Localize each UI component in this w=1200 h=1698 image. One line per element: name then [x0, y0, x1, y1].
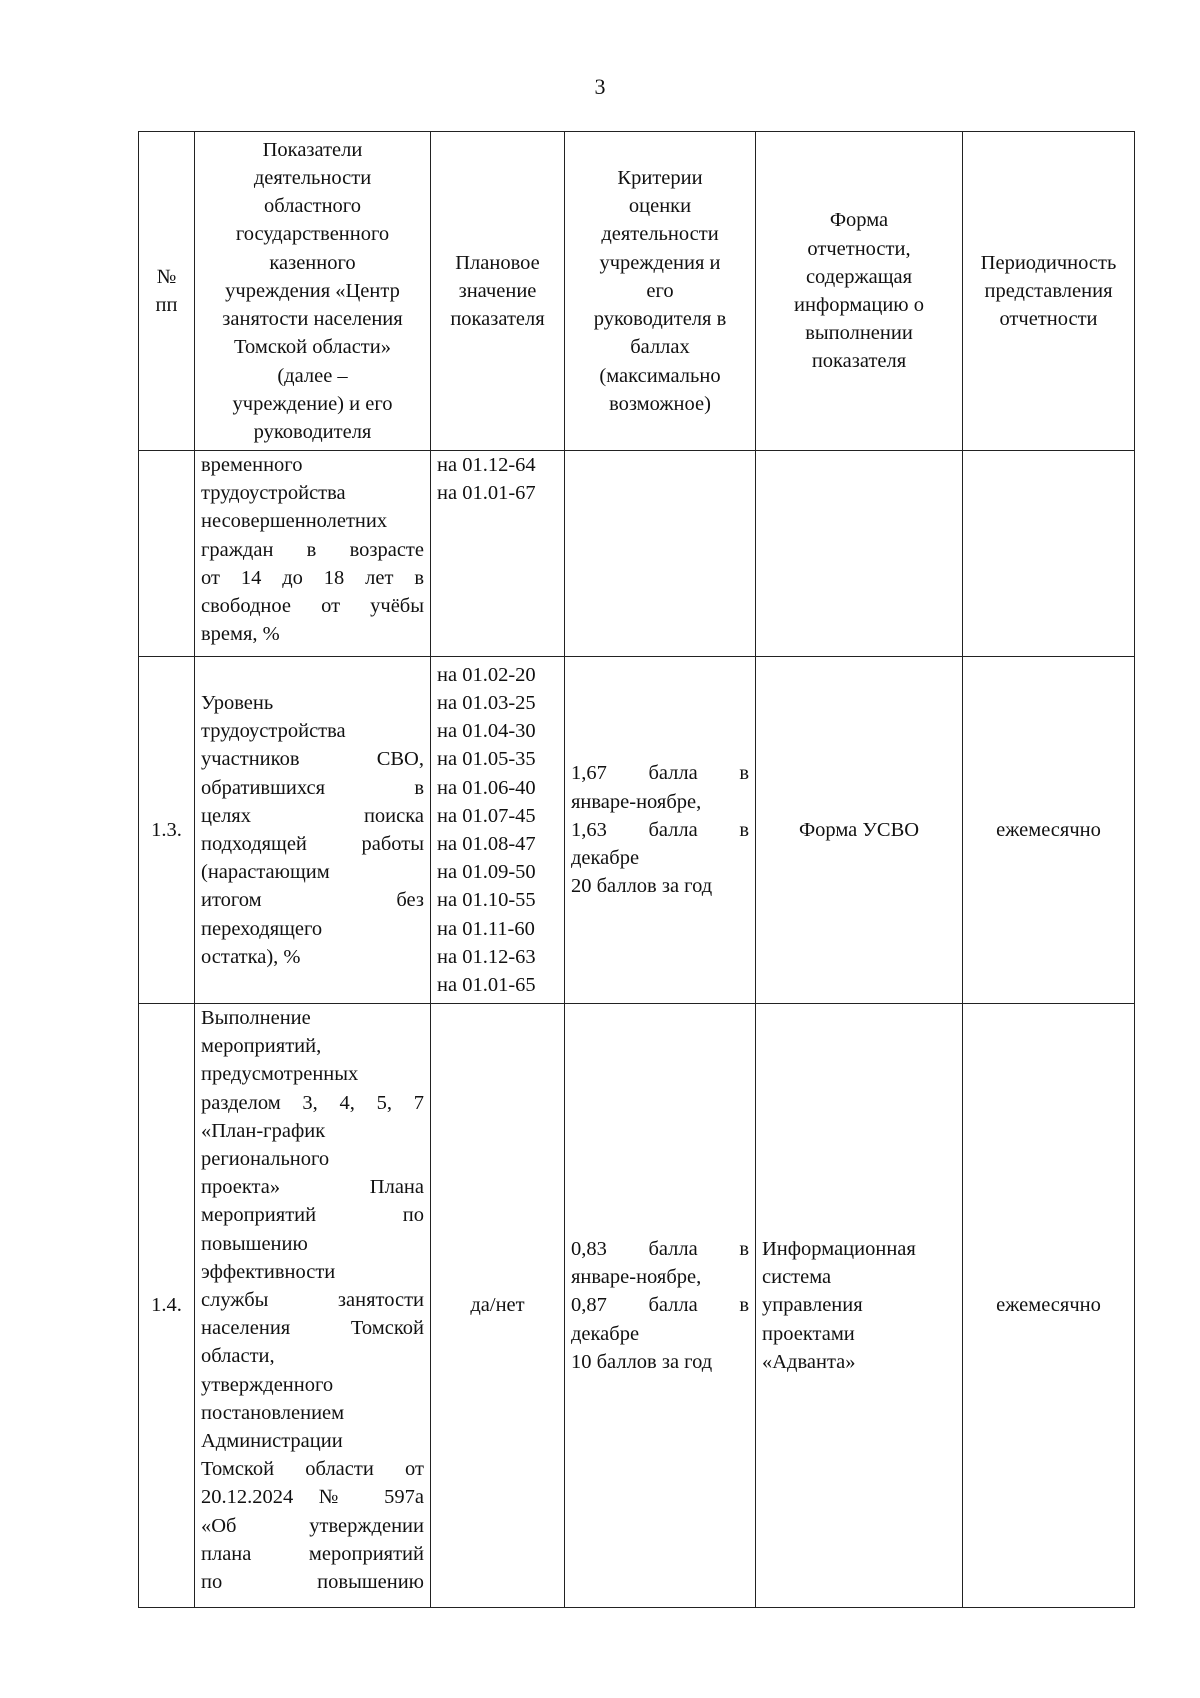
- row-plan-values: на 01.02-20 на 01.03-25 на 01.04-30 на 01.05-35 на 01.06-40 на 01.07-45 на 01.08-47 на 01.09-50 на 01.10-55 на 01.11-60 на 01.12-63 на 01.01-65: [431, 657, 565, 1004]
- row-indicator: Уровень трудоустройства участников СВО, обратившихся в целях поиска подходящей работы (нарастающим итогом без переходящего остатка), %: [195, 657, 431, 1004]
- table-row: [139, 451, 1135, 657]
- indicators-table: [138, 131, 1135, 1608]
- table-row: [139, 1004, 1135, 1608]
- row-plan-values: на 01.12-64 на 01.01-67: [431, 451, 565, 657]
- row-periodicity: ежемесячно: [963, 657, 1135, 1004]
- table-header-row: [139, 132, 1135, 451]
- header-plan: Плановое значение показателя: [431, 132, 565, 451]
- row-number: 1.3.: [139, 657, 195, 1004]
- row-report-form: Информационная система управления проектами «Адванта»: [756, 1004, 963, 1608]
- row-indicator: временного трудоустройства несовершеннолетних граждан в возрасте от 14 до 18 лет в свободное от учёбы время, %: [195, 451, 431, 657]
- page-number: 3: [594, 74, 606, 99]
- row-report-form: [756, 451, 963, 657]
- header-report-form: Форма отчетности, содержащая информацию о выполнении показателя: [756, 132, 963, 451]
- row-criteria: [565, 451, 756, 657]
- header-indicator: Показатели деятельности областного государственного казенного учреждения «Центр занятости населения Томской области» (далее – учреждение) и его руководителя: [195, 132, 431, 451]
- header-periodicity: Периодичность представления отчетности: [963, 132, 1135, 451]
- row-plan-values: да/нет: [431, 1004, 565, 1608]
- header-no: № пп: [139, 132, 195, 451]
- table-row: [139, 657, 1135, 1004]
- row-number: 1.4.: [139, 1004, 195, 1608]
- row-number: [139, 451, 195, 657]
- header-criteria: Критерии оценки деятельности учреждения и его руководителя в баллах (максимально возможное): [565, 132, 756, 451]
- row-periodicity: ежемесячно: [963, 1004, 1135, 1608]
- row-periodicity: [963, 451, 1135, 657]
- row-criteria: 1,67 балла в январе-ноябре, 1,63 балла в декабре 20 баллов за год: [565, 657, 756, 1004]
- row-indicator: Выполнение мероприятий, предусмотренных разделом 3, 4, 5, 7 «План-график регионального проекта» Плана мероприятий по повышению эффективности службы занятости населения Томской области, утвержденного постановлением Администрации Томской области от 20.12.2024 № 597а «Об утверждении плана мероприятий по повышению: [195, 1004, 431, 1608]
- row-report-form: Форма УСВО: [756, 657, 963, 1004]
- row-criteria: 0,83 балла в январе-ноябре, 0,87 балла в декабре 10 баллов за год: [565, 1004, 756, 1608]
